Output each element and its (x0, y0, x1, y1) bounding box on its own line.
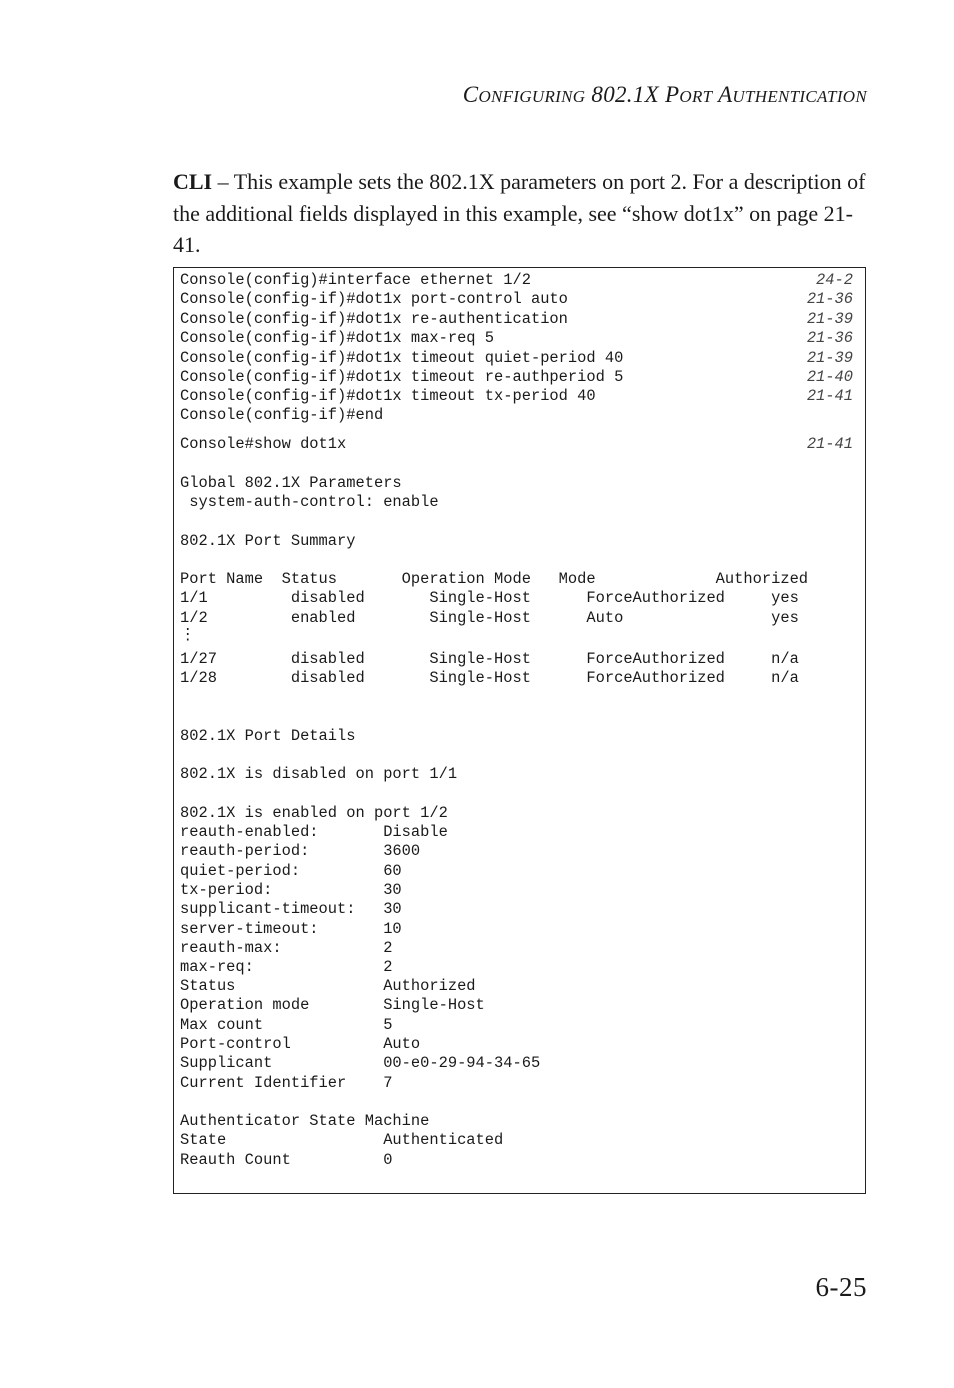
cli-line: Port-control Auto (180, 1035, 421, 1053)
cli-line: system-auth-control: enable (180, 493, 439, 511)
cli-line: Authenticator State Machine (180, 1112, 430, 1130)
cli-line: Supplicant 00-e0-29-94-34-65 (180, 1054, 541, 1072)
cli-line: reauth-enabled: Disable (180, 823, 448, 841)
cli-line: Console(config-if)#dot1x timeout re-authperiod 5 (180, 368, 624, 386)
cli-line: reauth-max: 2 (180, 939, 393, 957)
cli-ellipsis: ⋮ (180, 626, 196, 644)
cli-line: 802.1X Port Summary (180, 532, 356, 550)
cli-table-row: 1/1 disabled Single-Host ForceAuthorized yes (180, 589, 799, 607)
cli-table-row: 1/27 disabled Single-Host ForceAuthorized n/a (180, 650, 799, 668)
cli-line: Console(config-if)#end (180, 406, 384, 424)
cli-line: Console(config-if)#dot1x timeout tx-period 40 (180, 387, 596, 405)
cli-table-row: 1/2 enabled Single-Host Auto yes (180, 609, 799, 627)
cli-table-header: Port Name Status Operation Mode Mode Authorized (180, 570, 809, 588)
intro-paragraph (173, 166, 867, 261)
cli-line: reauth-period: 3600 (180, 842, 421, 860)
page-reference: 21-41 (806, 435, 853, 453)
cli-line: max-req: 2 (180, 958, 393, 976)
page-reference: 21-39 (806, 310, 853, 328)
cli-line: Console(config-if)#dot1x re-authentication (180, 310, 568, 328)
cli-line: Console(config-if)#dot1x max-req 5 (180, 329, 495, 347)
page-reference: 21-36 (806, 329, 853, 347)
cli-line: quiet-period: 60 (180, 862, 402, 880)
cli-line: Reauth Count 0 (180, 1151, 393, 1169)
header-text: A (712, 82, 733, 107)
header-text: 802.1X P (585, 82, 680, 107)
cli-line: supplicant-timeout: 30 (180, 900, 402, 918)
intro-text: – This example sets the 802.1X parameters on port 2. For a description of the additional fields displayed in this example, see “show dot1x” on page 21-41. (173, 169, 866, 257)
page-reference: 21-39 (806, 349, 853, 367)
cli-line: Status Authorized (180, 977, 476, 995)
header-text: UTHENTICATION (732, 87, 867, 106)
cli-table-row: 1/28 disabled Single-Host ForceAuthorized n/a (180, 669, 799, 687)
cli-line: server-timeout: 10 (180, 920, 402, 938)
page-reference: 21-41 (806, 387, 853, 405)
page-reference: 24-2 (816, 271, 853, 289)
cli-example-box (173, 267, 866, 1194)
cli-line: tx-period: 30 (180, 881, 402, 899)
header-text: ONFIGURING (478, 87, 586, 106)
page-reference: 21-40 (806, 368, 853, 386)
cli-line: Global 802.1X Parameters (180, 474, 402, 492)
cli-line: Console(config-if)#dot1x port-control auto (180, 290, 568, 308)
header-text: C (462, 82, 479, 107)
cli-label: CLI (173, 169, 213, 194)
cli-line: State Authenticated (180, 1131, 504, 1149)
cli-line: Max count 5 (180, 1016, 393, 1034)
cli-line: Current Identifier 7 (180, 1074, 393, 1092)
cli-line: Console(config-if)#dot1x timeout quiet-period 40 (180, 349, 624, 367)
running-header (463, 82, 867, 108)
cli-line: 802.1X Port Details (180, 727, 356, 745)
header-text: ORT (679, 87, 713, 106)
cli-line: 802.1X is disabled on port 1/1 (180, 765, 458, 783)
page-reference: 21-36 (806, 290, 853, 308)
cli-line: Console(config)#interface ethernet 1/2 (180, 271, 531, 289)
cli-line: 802.1X is enabled on port 1/2 (180, 804, 448, 822)
cli-line: Console#show dot1x (180, 435, 347, 453)
cli-line: Operation mode Single-Host (180, 996, 485, 1014)
page-number: 6-25 (815, 1272, 867, 1302)
